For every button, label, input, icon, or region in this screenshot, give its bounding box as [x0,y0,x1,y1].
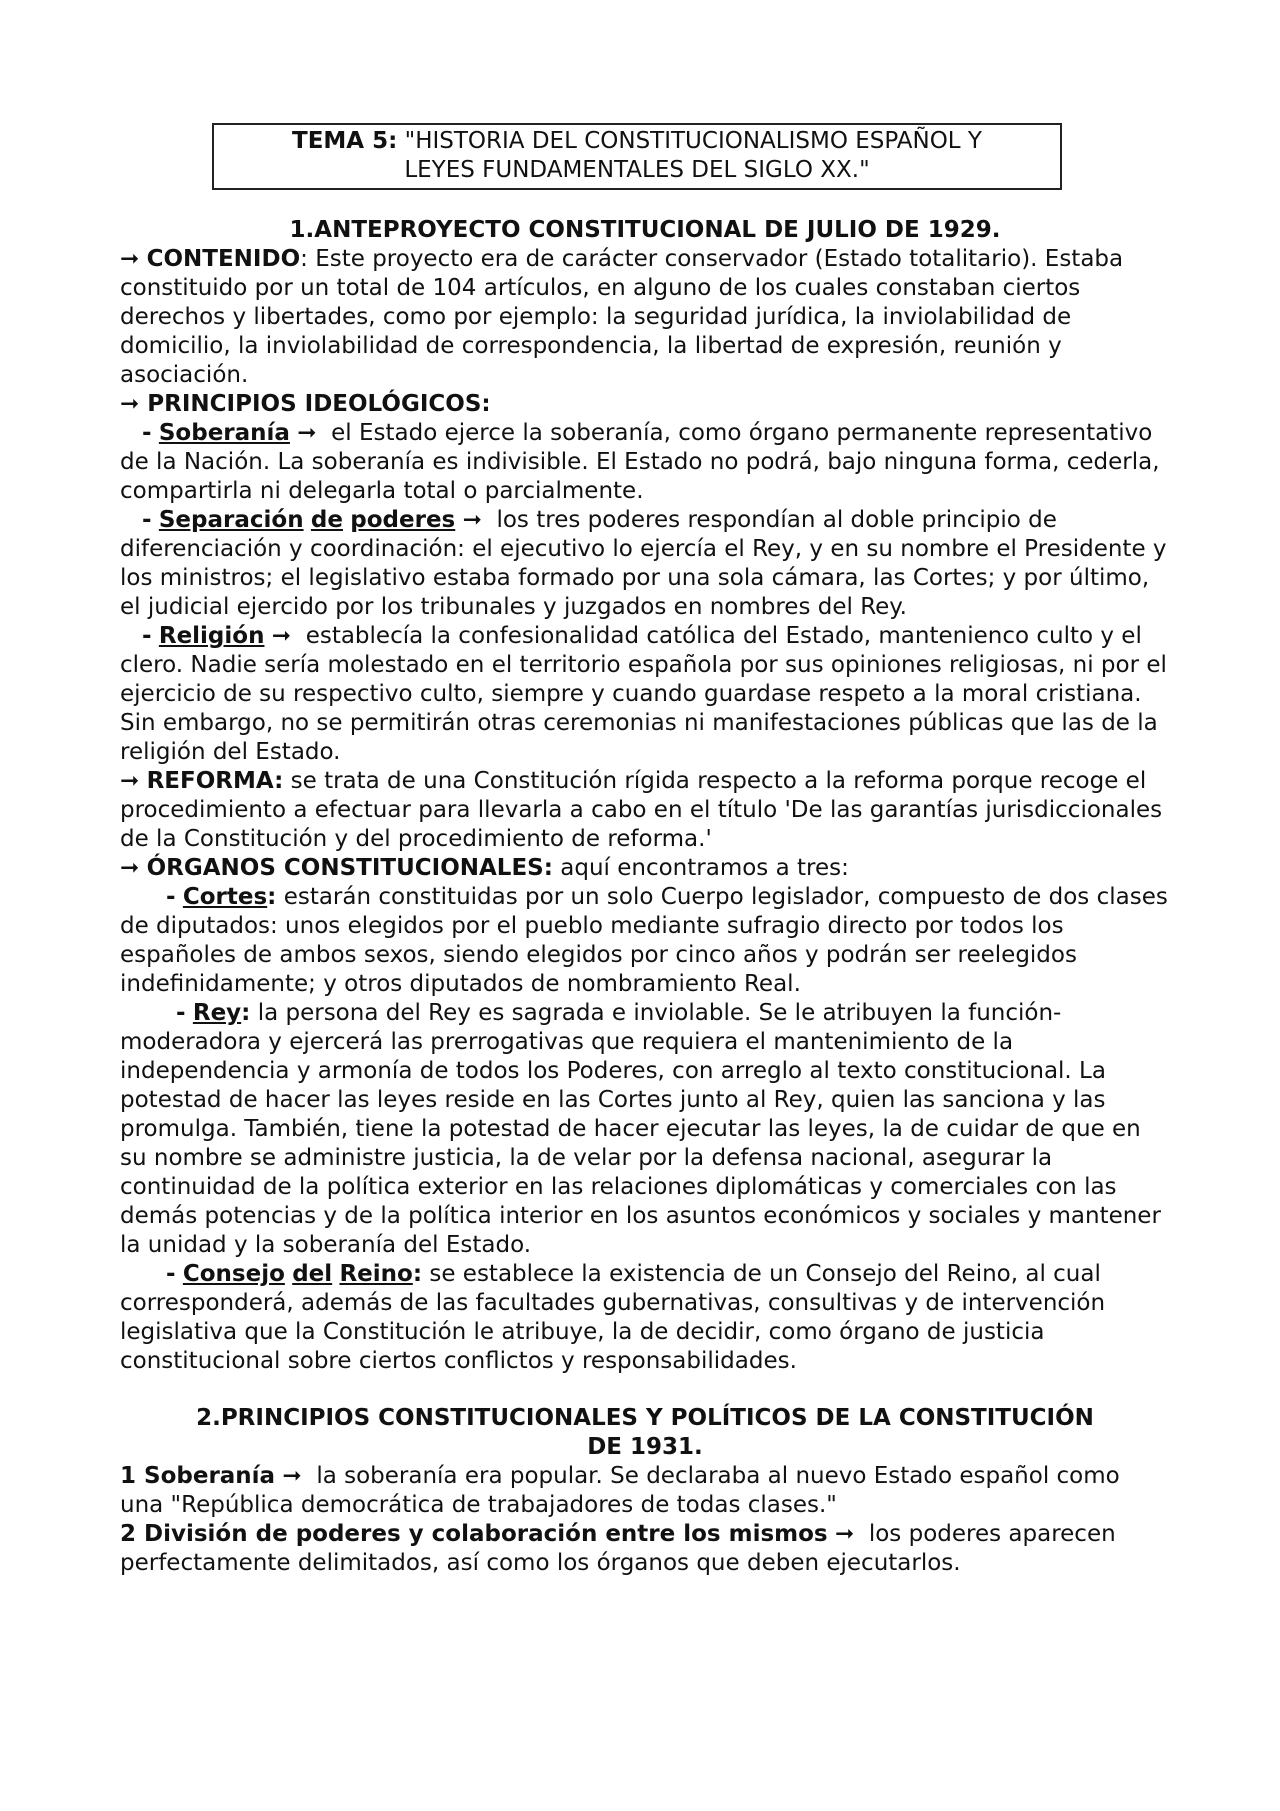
reforma-paragraph [120,767,1170,854]
soberania-text: el Estado ejerce la soberanía, como órgano permanente representativo de la Nación. La soberanía es indivisible. El Estado no podrá, bajo ninguna forma, cederla, compartirla ni delegarla total o parcialmente. [120,420,1160,504]
arrow-icon: ➞ [462,507,482,533]
arrow-icon: ➞ [271,623,292,649]
arrow-icon: ➞ [120,768,140,794]
separacion-paragraph [120,506,1170,622]
section2-heading-line-2: DE 1931. [587,1434,703,1460]
tema-label: TEMA 5: [292,128,398,154]
consejo-text: se establece la existencia de un Consejo del Reino, al cual corresponderá, además de las facultades gubernativas, consultivas y de intervención legislativa que la Constitución le atribuye, la de decidir, como órgano de justicia constitucional sobre ciertos conflictos y responsabilidades. [120,1261,1106,1374]
separacion-word-1: Separación [158,507,304,533]
religion-paragraph [120,622,1170,767]
cortes-paragraph [120,883,1170,999]
organos-paragraph [120,854,1170,883]
item1-label: 1 Soberanía [120,1463,276,1489]
colon: : [412,1261,423,1287]
separacion-word-2: de [310,507,343,533]
consejo-word-3: Reino [339,1261,413,1287]
separacion-text: los tres poderes respondían al doble principio de diferenciación y coordinación: el ejecutivo lo ejercía el Rey, y en su nombre el Presidente y los ministros; el legislativo estaba formado por una sola cámara, las Cortes; y por último, el judicial ejercido por los tribunales y juzgados en nombres del Rey. [120,507,1167,620]
separacion-word-3: poderes [350,507,456,533]
item1-paragraph [120,1462,1170,1520]
rey-text: la persona del Rey es sagrada e inviolable. Se le atribuyen la función-moderadora y ejercerá las prerrogativas que requiera el mantenimiento de la independencia y armonía de todos los Poderes, con arreglo al texto constitucional. La potestad de hacer las leyes reside en las Cortes junto al Rey, quien las sanciona y las promulga. También, tiene la potestad de hacer ejecutar las leyes, la de cuidar de que en su nombre se administre justicia, la de velar por la defensa nacional, asegurar la continuidad de la política exterior en las relaciones diplomáticas y comerciales con las demás potencias y de la política interior en los asuntos económicos y sociales y mantener la unidad y la soberanía del Estado. [120,1000,1161,1258]
title-text-1: "HISTORIA DEL CONSTITUCIONALISMO ESPAÑOL Y [404,128,982,154]
rey-label: Rey [192,1000,242,1026]
contenido-label: CONTENIDO [146,246,301,272]
cortes-text: estarán constituidas por un solo Cuerpo legislador, compuesto de dos clases de diputados: unos elegidos por el pueblo mediante sufragio directo por todos los españoles de ambos sexos, siendo elegidos por cinco años y podrán ser reelegidos indefinidamente; y otros diputados de nombramiento Real. [120,884,1168,997]
consejo-paragraph [120,1260,1170,1376]
arrow-icon: ➞ [282,1463,302,1489]
item2-text: los poderes aparecen perfectamente delimitados, así como los órganos que deben ejecutarlos. [120,1521,1116,1576]
section2-heading-line-1: 2.PRINCIPIOS CONSTITUCIONALES Y POLÍTICOS DE LA CONSTITUCIÓN [196,1405,1094,1431]
dash: - [142,623,152,649]
principios-heading [120,390,1170,419]
soberania-paragraph [120,419,1170,506]
section2-heading [120,1404,1170,1462]
principios-label: PRINCIPIOS IDEOLÓGICOS: [147,391,491,417]
cortes-label: Cortes [182,884,268,910]
colon: : [241,1000,251,1026]
organos-text: aquí encontramos a tres: [560,855,849,881]
contenido-text: : Este proyecto era de carácter conservador (Estado totalitario). Estaba constituido por un total de 104 artículos, en alguno de los cuales constaban ciertos derechos y libertades, como por ejemplo: la seguridad jurídica, la inviolabilidad de domicilio, la inviolabilidad de correspondencia, la libertad de expresión, reunión y asociación. [120,246,1124,388]
contenido-paragraph [120,245,1170,390]
dash: - [142,507,152,533]
title-line-2: LEYES FUNDAMENTALES DEL SIGLO XX." [404,157,870,183]
soberania-label: Soberanía [158,420,290,446]
dash: - [142,420,152,446]
colon: : [267,884,277,910]
dash: - [166,884,176,910]
arrow-icon: ➞ [120,246,140,272]
religion-label: Religión [158,623,265,649]
consejo-word-2: del [292,1261,333,1287]
item2-label: 2 División de poderes y colaboración entre los mismos [120,1521,828,1547]
title-box [212,123,1062,190]
arrow-icon: ➞ [297,420,317,446]
item2-paragraph [120,1520,1170,1578]
organos-label: ÓRGANOS CONSTITUCIONALES: [146,855,553,881]
reforma-label: REFORMA: [146,768,284,794]
document-page [120,123,1170,1578]
arrow-icon: ➞ [120,855,140,881]
dash: - [166,1261,176,1287]
arrow-icon: ➞ [834,1521,855,1547]
religion-text: establecía la confesionalidad católica del Estado, manteniencо culto y el clero. Nadie sería molestado en el territorio españoIa por sus opiniones religiosas, ni por el ejercicio de su respectivo culto, siempre y cuando guardase respeto a la moral cristiana. Sin embargo, no se permitirán otras ceremonias ni manifestaciones públicas que las de la religión del Estado. [120,623,1167,765]
item1-text: la soberanía era popular. Se declaraba al nuevo Estado español como una "República democrática de trabajadores de todas clases." [120,1463,1120,1518]
title-line-1 [218,127,1056,156]
arrow-icon: ➞ [120,391,140,417]
dash: - [176,1000,186,1026]
rey-paragraph [120,999,1170,1260]
reforma-text: se trata de una Constitución rígida respecto a la reforma porque recoge el procedimiento a efectuar para llevarla a cabo en el título 'De las garantías jurisdiccionales de la Constitución y del procedimiento de reforma.' [120,768,1163,852]
consejo-word-1: Consejo [182,1261,285,1287]
section1-heading: 1.ANTEPROYECTO CONSTITUCIONAL DE JULIO DE 1929. [289,217,1001,243]
